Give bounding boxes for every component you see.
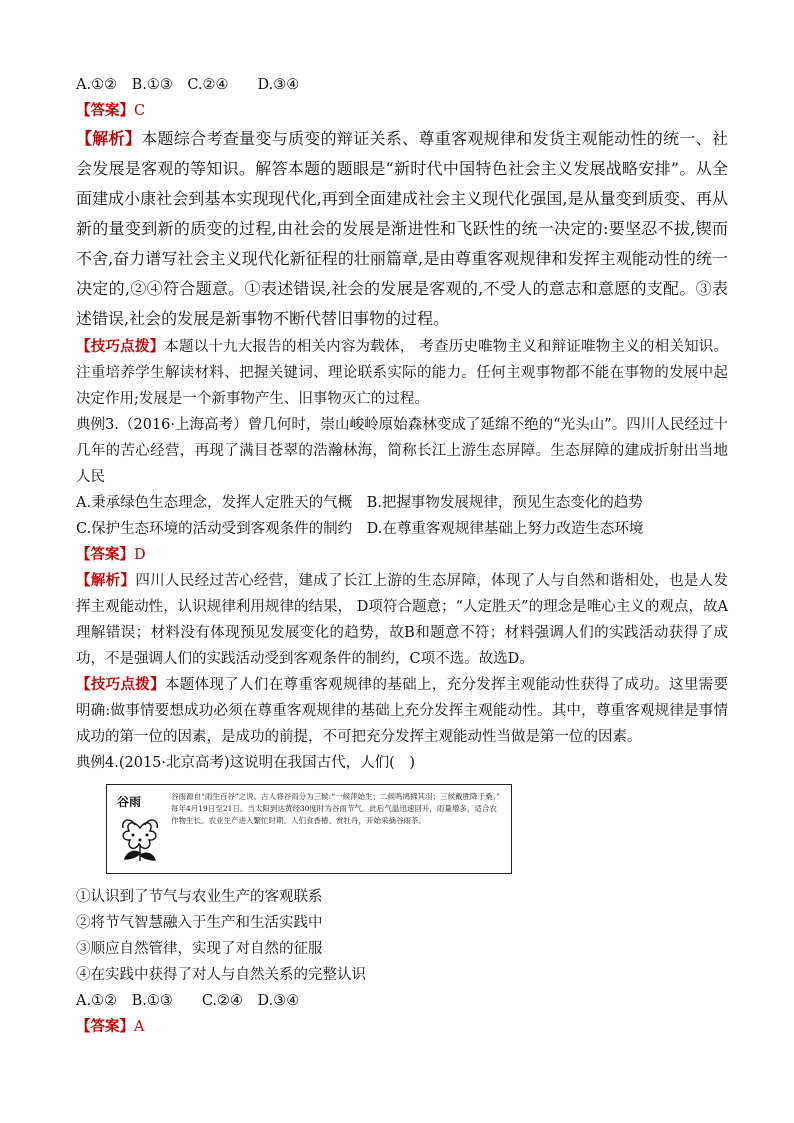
q4-option-1: ①认识到了节气与农业生产的客观联系 — [76, 889, 323, 905]
q3-stem: 典例3.（2016·上海高考）曾几何时，崇山峻岭原始森林变成了延绵不绝的“光头山”。四川人民经过十几年的苦心经营，再现了满目苍翠的浩瀚林海，简称长江上游生态屏障。生态屏障的建成折射出当地人民 — [76, 417, 728, 485]
q3-tip — [76, 672, 728, 750]
document-page — [76, 72, 728, 1040]
q2-options: A.①② B.①③ C.②④ D.③④ — [76, 77, 300, 93]
figure-title: 谷雨 — [117, 795, 142, 809]
q2-analysis — [76, 124, 728, 334]
q3-option-ab: A.秉承绿色生态理念，发挥人定胜天的气概 B.把握事物发展规律，预见生态变化的趋势 — [76, 495, 643, 511]
guyu-figure — [106, 784, 512, 874]
figure-line: 每年4月19日至21日。当太阳到达黄经30度时为谷雨节气。此后气温迅速回升，雨量增多，适合农作物生长。农业生产进入繁忙时期。人们食香椿、赏牡丹，开始采摘谷雨茶。 — [171, 804, 497, 825]
q2-answer — [76, 98, 728, 124]
answer-value: C — [134, 103, 146, 119]
figure-text — [171, 791, 501, 827]
q3-answer — [76, 542, 728, 568]
answer-tag: 【答案】 — [76, 546, 134, 563]
tip-text: 本题以十九大报告的相关内容为载体， 考查历史唯物主义和辩证唯物主义的相关知识。注重培养学生解读材料、把握关键词、理论联系实际的能力。任何主观事物都不能在事物的发展中起决定作用;发展是一个新事物产生、旧事物灭亡的过程。 — [76, 339, 728, 407]
tip-text: 本题体现了人们在尊重客观规律的基础上，充分发挥主观能动性获得了成功。这里需要明确:做事情要想成功必须在尊重客观规律的基础上充分发挥主观能动性。其中，尊重客观规律是事情成功的第一位的因素，是成功的前提，不可把充分发挥主观能动性当做是第一位的因素。 — [76, 677, 728, 745]
tip-tag: 【技巧点拨】 — [76, 676, 165, 693]
q4-option-3: ③顺应自然管律，实现了对自然的征服 — [76, 941, 323, 957]
q2-tip — [76, 334, 728, 412]
answer-value: A — [134, 1019, 145, 1035]
analysis-text: 四川人民经过苦心经营，建成了长江上游的生态屏障，体现了人与自然和谐相处，也是人发挥主观能动性，认识规律利用规律的结果， D项符合题意；“人定胜天”的理念是唯心主义的观点，故A理解错误；材料没有体现预见发展变化的趋势，故B和题意不符；材料强调人们的实践活动获得了成功，不是强调人们的实践活动受到客观条件的制约，C项不选。故选D。 — [76, 573, 729, 667]
analysis-text: 本题综合考查量变与质变的辩证关系、尊重客观规律和发货主观能动性的统一、社会发展是客观的等知识。解答本题的题眼是“新时代中国特色社会主义发展战略安排”。从全面建成小康社会到基本实现现代化,再到全面建成社会主义现代化强国,是从量变到质变、再从新的量变到新的质变的过程,由社会的发展是渐进性和飞跃性的统一决定的:要坚忍不拔,锲而不舍,奋力谱写社会主义现代化新征程的壮丽篇章,是由尊重客观规律和发挥主观能动性的统一决定的,②④符合题意。①表述错误,社会的发展是客观的,不受人的意志和意愿的支配。③表述错误,社会的发展是新事物不断代替旧事物的过程。 — [76, 129, 728, 328]
q4-stem: 典例4.(2015·北京高考)这说明在我国古代，人们( ) — [76, 755, 415, 771]
tip-tag: 【技巧点拨】 — [76, 338, 165, 355]
q4-option-2: ②将节气智慧融入于生产和生活实践中 — [76, 915, 323, 931]
answer-tag: 【答案】 — [76, 1018, 134, 1035]
analysis-tag: 【解析】 — [76, 129, 142, 148]
figure-line: 谷雨源自“雨生百谷”之说。古人将谷雨分为三候:“一候萍始生；二候鸣鸠拂其羽；三候戴胜降于桑。” — [171, 792, 501, 801]
q4-options: A.①② B.①③ C.②④ D.③④ — [76, 993, 300, 1009]
analysis-tag: 【解析】 — [76, 572, 136, 589]
answer-tag: 【答案】 — [76, 102, 134, 119]
q4-answer — [76, 1014, 728, 1040]
answer-value: D — [134, 547, 146, 563]
peony-flower-icon — [115, 811, 165, 865]
q4-option-4: ④在实践中获得了对人与自然关系的完整认识 — [76, 967, 366, 983]
q3-analysis — [76, 568, 728, 672]
q3-option-cd: C.保护生态环境的活动受到客观条件的制约 D.在尊重客观规律基础上努力改造生态环境 — [76, 521, 644, 537]
